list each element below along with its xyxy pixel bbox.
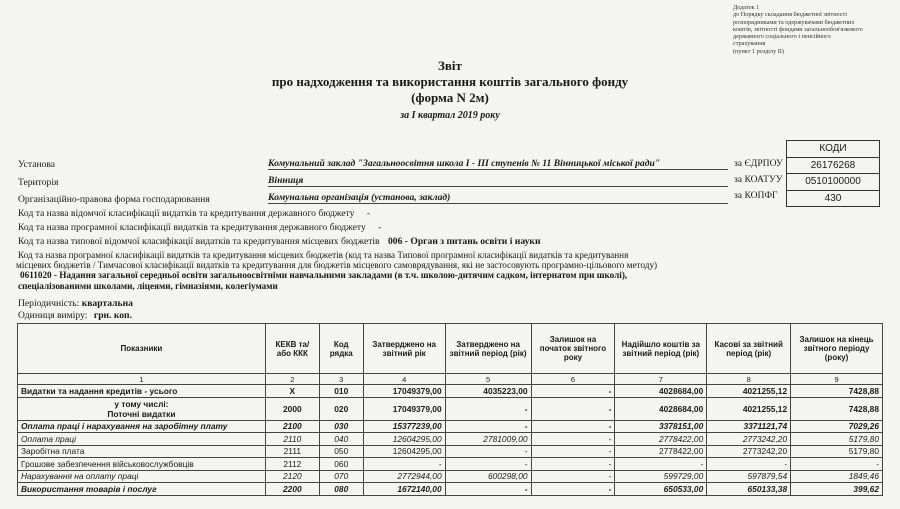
classif-line-1-text: Код та назва відомчої класифікації видатків та кредитування державного бюджету xyxy=(18,208,355,219)
territory-value: Вінниця xyxy=(268,175,728,187)
table-row xyxy=(18,445,883,458)
report-subtitle: про надходження та використання коштів загального фонду xyxy=(271,74,629,89)
row-c9: 1849,46 xyxy=(791,470,883,483)
row-c4: 2772944,00 xyxy=(363,470,445,483)
unit xyxy=(18,310,132,321)
edrpou-code: 26176268 xyxy=(787,157,880,174)
periodicity-value: квартальна xyxy=(81,298,133,309)
classif-line-1-value: - xyxy=(366,208,371,219)
row-c8: - xyxy=(707,458,791,471)
periodicity xyxy=(18,298,133,309)
row-code: 080 xyxy=(319,483,363,496)
classif-line-7: спеціалізованими школами, ліцеями, гімназіями, колегіумами xyxy=(18,281,278,291)
row-code: 070 xyxy=(319,470,363,483)
row-kekv: 2120 xyxy=(265,470,319,483)
row-c9: 7428,88 xyxy=(791,397,883,420)
row-c4: 17049379,00 xyxy=(363,397,445,420)
row-c9: 399,62 xyxy=(791,483,883,496)
codes-header: КОДИ xyxy=(787,141,880,158)
kopfg-code: 430 xyxy=(787,190,880,207)
row-kekv: 2110 xyxy=(265,433,319,446)
col-number: 7 xyxy=(615,374,707,385)
table-row xyxy=(18,483,883,496)
row-kekv: 2111 xyxy=(265,445,319,458)
report-period: за I квартал 2019 року xyxy=(400,110,500,121)
legal-note-line: Додаток 1 xyxy=(733,4,760,11)
row-c4: 15377239,00 xyxy=(363,420,445,433)
unit-value: грн. коп. xyxy=(93,310,132,321)
row-name: Нарахування на оплату праці xyxy=(18,470,266,483)
classif-line-3-text: Код та назва типової відомчої класифікації видатків та кредитування місцевих бюджетів xyxy=(18,236,380,247)
institution-value: Комунальний заклад "Загальноосвітня школа І - ІІІ ступенів № 11 Вінницької міської ради" xyxy=(268,158,728,170)
table-row xyxy=(18,470,883,483)
row-code: 040 xyxy=(319,433,363,446)
legal-note-line: державного соціального і пенсійного xyxy=(733,33,831,41)
row-c4: 1672140,00 xyxy=(363,483,445,496)
row-c5: 4035223,00 xyxy=(445,385,531,398)
row-kekv: 2100 xyxy=(265,420,319,433)
report-table xyxy=(17,323,883,496)
row-c5: - xyxy=(445,445,531,458)
row-c4: 17049379,00 xyxy=(363,385,445,398)
classif-line-3 xyxy=(18,236,541,247)
row-c8: 2773242,20 xyxy=(707,433,791,446)
classif-line-2-value: - xyxy=(378,222,382,233)
row-c7: 4028684,00 xyxy=(615,397,707,420)
row-c8: 3371121,74 xyxy=(707,420,791,433)
row-code: 050 xyxy=(319,445,363,458)
row-kekv: 2000 xyxy=(265,397,319,420)
classif-line-6: 0611020 - Надання загальної середньої освіти загальноосвітніми навчальними закладами (в т.ч. школою-дитячим садком, інтернатом при школі), xyxy=(20,270,628,280)
org-form-value: Комунальна організація (установа, заклад) xyxy=(268,192,728,204)
classif-line-1 xyxy=(18,208,370,219)
classif-line-5: місцевих бюджетів / Тимчасової класифікації видатків та кредитування для бюджетів місцевого самоврядування, які не застосовують програмно-цільового методу) xyxy=(16,260,658,270)
table-row xyxy=(18,397,883,420)
legal-note xyxy=(733,4,893,55)
institution-label: Установа xyxy=(18,159,56,170)
row-c8: 597879,54 xyxy=(707,470,791,483)
row-c9: 5179,80 xyxy=(791,433,883,446)
row-c6: - xyxy=(531,385,615,398)
row-c5: - xyxy=(445,483,531,496)
row-code: 060 xyxy=(319,458,363,471)
col-header: Залишок на кінець звітного періоду (року) xyxy=(791,324,883,374)
col-header: Залишок на початок звітного року xyxy=(531,324,615,374)
row-c7: 599729,00 xyxy=(615,470,707,483)
row-name: Заробітна плата xyxy=(18,445,266,458)
row-c8: 4021255,12 xyxy=(707,397,791,420)
row-c5: 600298,00 xyxy=(445,470,531,483)
classif-line-2-text: Код та назва програмної класифікації видатків та кредитування державного бюджету xyxy=(18,222,366,233)
col-header: Надійшло коштів за звітний період (рік) xyxy=(615,324,707,374)
koatuu-code: 0510100000 xyxy=(787,174,880,191)
row-kekv: X xyxy=(265,385,319,398)
col-number: 3 xyxy=(319,374,363,385)
row-c8: 4021255,12 xyxy=(707,385,791,398)
report-title: Звіт xyxy=(438,58,462,73)
unit-label: Одиниця виміру: xyxy=(18,310,88,321)
col-header: Код рядка xyxy=(319,324,363,374)
row-name: Грошове забезпечення військовослужбовців xyxy=(18,458,266,471)
row-name: Оплата праці і нарахування на заробітну плату xyxy=(18,420,266,433)
row-c7: 2778422,00 xyxy=(615,445,707,458)
row-name: Використання товарів і послуг xyxy=(18,483,266,496)
col-number: 6 xyxy=(531,374,615,385)
row-c8: 2773242,20 xyxy=(707,445,791,458)
periodicity-label: Періодичність: xyxy=(18,298,80,309)
edrpou-label: за ЄДРПОУ xyxy=(734,158,783,169)
row-c7: - xyxy=(615,458,707,471)
row-c9: 7029,26 xyxy=(791,420,883,433)
col-header: Затверджено на звітний період (рік) xyxy=(445,324,531,374)
org-form-label: Організаційно-правова форма господарювання xyxy=(18,194,210,205)
col-header: Касові за звітний період (рік) xyxy=(707,324,791,374)
row-c7: 650533,00 xyxy=(615,483,707,496)
row-c9: 7428,88 xyxy=(791,385,883,398)
row-code: 030 xyxy=(319,420,363,433)
row-c5: - xyxy=(445,458,531,471)
classif-line-2 xyxy=(18,222,381,233)
territory-label: Територія xyxy=(18,177,59,188)
kopfg-label: за КОПФГ xyxy=(734,190,778,201)
classif-line-4: Код та назва програмної класифікації видатків та кредитування місцевих бюджетів (код та назва Типової програмної класифікації видатків та кредитування xyxy=(18,250,629,260)
row-c6: - xyxy=(531,397,615,420)
row-c6: - xyxy=(531,445,615,458)
legal-note-line: страхування xyxy=(733,40,766,48)
legal-note-line: (пункт 1 розділу II) xyxy=(733,47,784,55)
table-row xyxy=(18,458,883,471)
row-c6: - xyxy=(531,420,615,433)
row-c9: - xyxy=(791,458,883,471)
row-c4: 12604295,00 xyxy=(363,433,445,446)
table-header-row xyxy=(18,324,883,374)
row-name xyxy=(18,397,266,420)
col-header: Затверджено на звітний рік xyxy=(363,324,445,374)
row-kekv: 2112 xyxy=(265,458,319,471)
row-name-prefix: у тому числі: xyxy=(114,398,169,409)
row-code: 020 xyxy=(319,397,363,420)
row-c7: 4028684,00 xyxy=(615,385,707,398)
col-number: 8 xyxy=(707,374,791,385)
row-kekv: 2200 xyxy=(265,483,319,496)
row-c7: 2778422,00 xyxy=(615,433,707,446)
row-c4: - xyxy=(363,458,445,471)
table-row xyxy=(18,433,883,446)
col-number: 4 xyxy=(363,374,445,385)
col-header: КЕКВ та/або ККК xyxy=(265,324,319,374)
codes-table xyxy=(786,140,880,207)
report-form: (форма N 2м) xyxy=(411,90,489,105)
row-c4: 12604295,00 xyxy=(363,445,445,458)
row-name: Оплата праці xyxy=(18,433,266,446)
row-c5: 2781009,00 xyxy=(445,433,531,446)
table-row xyxy=(18,385,883,398)
row-c6: - xyxy=(531,470,615,483)
row-code: 010 xyxy=(319,385,363,398)
row-name: Видатки та надання кредитів - усього xyxy=(18,385,266,398)
col-number: 1 xyxy=(18,374,266,385)
row-c6: - xyxy=(531,433,615,446)
column-number-row xyxy=(18,374,883,385)
col-number: 9 xyxy=(791,374,883,385)
row-c6: - xyxy=(531,483,615,496)
col-number: 2 xyxy=(265,374,319,385)
row-c9: 5179,80 xyxy=(791,445,883,458)
col-number: 5 xyxy=(445,374,531,385)
legal-note-line: коштів, звітності фондами загальнообов'язкового xyxy=(733,25,863,33)
legal-note-line: розпорядниками та одержувачами бюджетних xyxy=(733,18,855,26)
table-row xyxy=(18,420,883,433)
col-header: Показники xyxy=(18,324,266,374)
row-c7: 3378151,00 xyxy=(615,420,707,433)
row-c5: - xyxy=(445,397,531,420)
classif-line-3-value: 006 - Орган з питань освіти і науки xyxy=(388,236,541,247)
row-name-main: Поточні видатки xyxy=(107,408,176,419)
row-c5: - xyxy=(445,420,531,433)
row-c8: 650133,38 xyxy=(707,483,791,496)
koatuu-label: за КОАТУУ xyxy=(734,174,783,185)
legal-note-line: до Порядку складання бюджетної звітності xyxy=(733,11,847,19)
row-c6: - xyxy=(531,458,615,471)
